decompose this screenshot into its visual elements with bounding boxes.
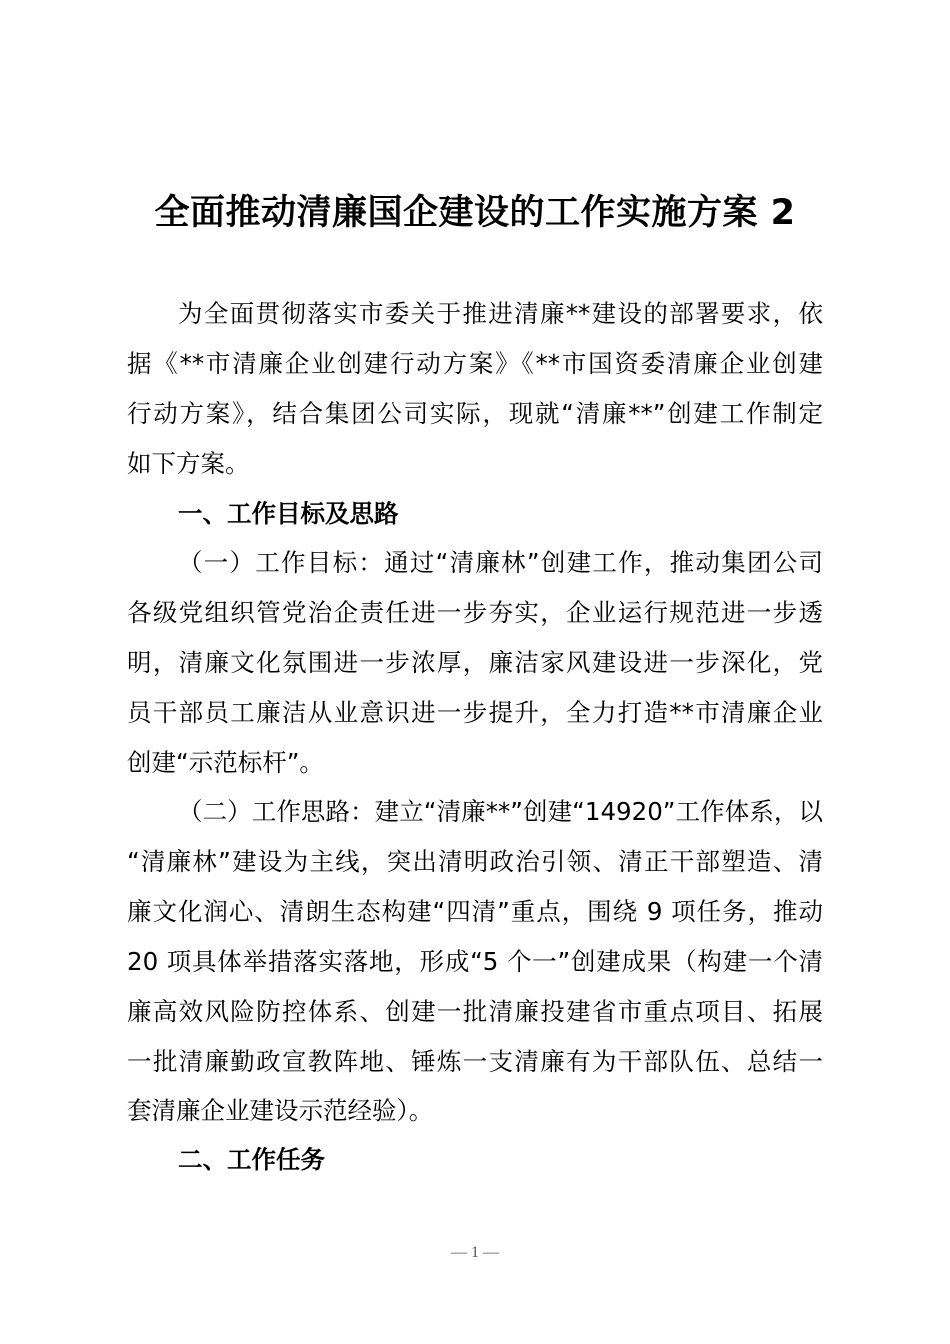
paragraph-line: 各级党组织管党治企责任进一步夯实，企业运行规范进一步透 <box>127 598 823 627</box>
document-title: 全面推动清廉国企建设的工作实施方案 2 <box>154 193 796 233</box>
paragraph-line: 20 项具体举措落实落地，形成“5 个一”创建成果（构建一个清 <box>127 947 823 976</box>
paragraph-line: 员干部员工廉洁从业意识进一步提升，全力打造**市清廉企业 <box>127 698 823 727</box>
paragraph-line: （二）工作思路：建立“清廉**”创建“14920”工作体系，以 <box>178 797 823 826</box>
paragraph-line: 为全面贯彻落实市委关于推进清廉**建设的部署要求，依 <box>178 299 823 328</box>
paragraph-line: 如下方案。 <box>127 449 250 478</box>
section-heading-goals: 一、工作目标及思路 <box>178 499 399 528</box>
section-heading-tasks: 二、工作任务 <box>178 1145 325 1174</box>
paragraph-line: 廉文化润心、清朗生态构建“四清”重点，围绕 9 项任务，推动 <box>127 897 823 926</box>
paragraph-line: 廉高效风险防控体系、创建一批清廉投建省市重点项目、拓展 <box>127 997 823 1026</box>
paragraph-line: 套清廉企业建设示范经验）。 <box>127 1096 434 1125</box>
paragraph-line: （一）工作目标：通过“清廉林”创建工作，推动集团公司 <box>178 548 823 577</box>
paragraph-line: 据《**市清廉企业创建行动方案》《**市国资委清廉企业创建 <box>127 349 823 378</box>
paragraph-line: 明，清廉文化氛围进一步浓厚，廉洁家风建设进一步深化，党 <box>127 648 823 677</box>
paragraph-line: 一批清廉勤政宣教阵地、锤炼一支清廉有为干部队伍、总结一 <box>127 1047 823 1076</box>
paragraph-line: 创建“示范标杆”。 <box>127 748 324 777</box>
paragraph-line: “清廉林”建设为主线，突出清明政治引领、清正干部塑造、清 <box>127 847 823 876</box>
page-number: — 1 — <box>451 1244 499 1261</box>
paragraph-line: 行动方案》，结合集团公司实际，现就“清廉**”创建工作制定 <box>127 399 823 428</box>
